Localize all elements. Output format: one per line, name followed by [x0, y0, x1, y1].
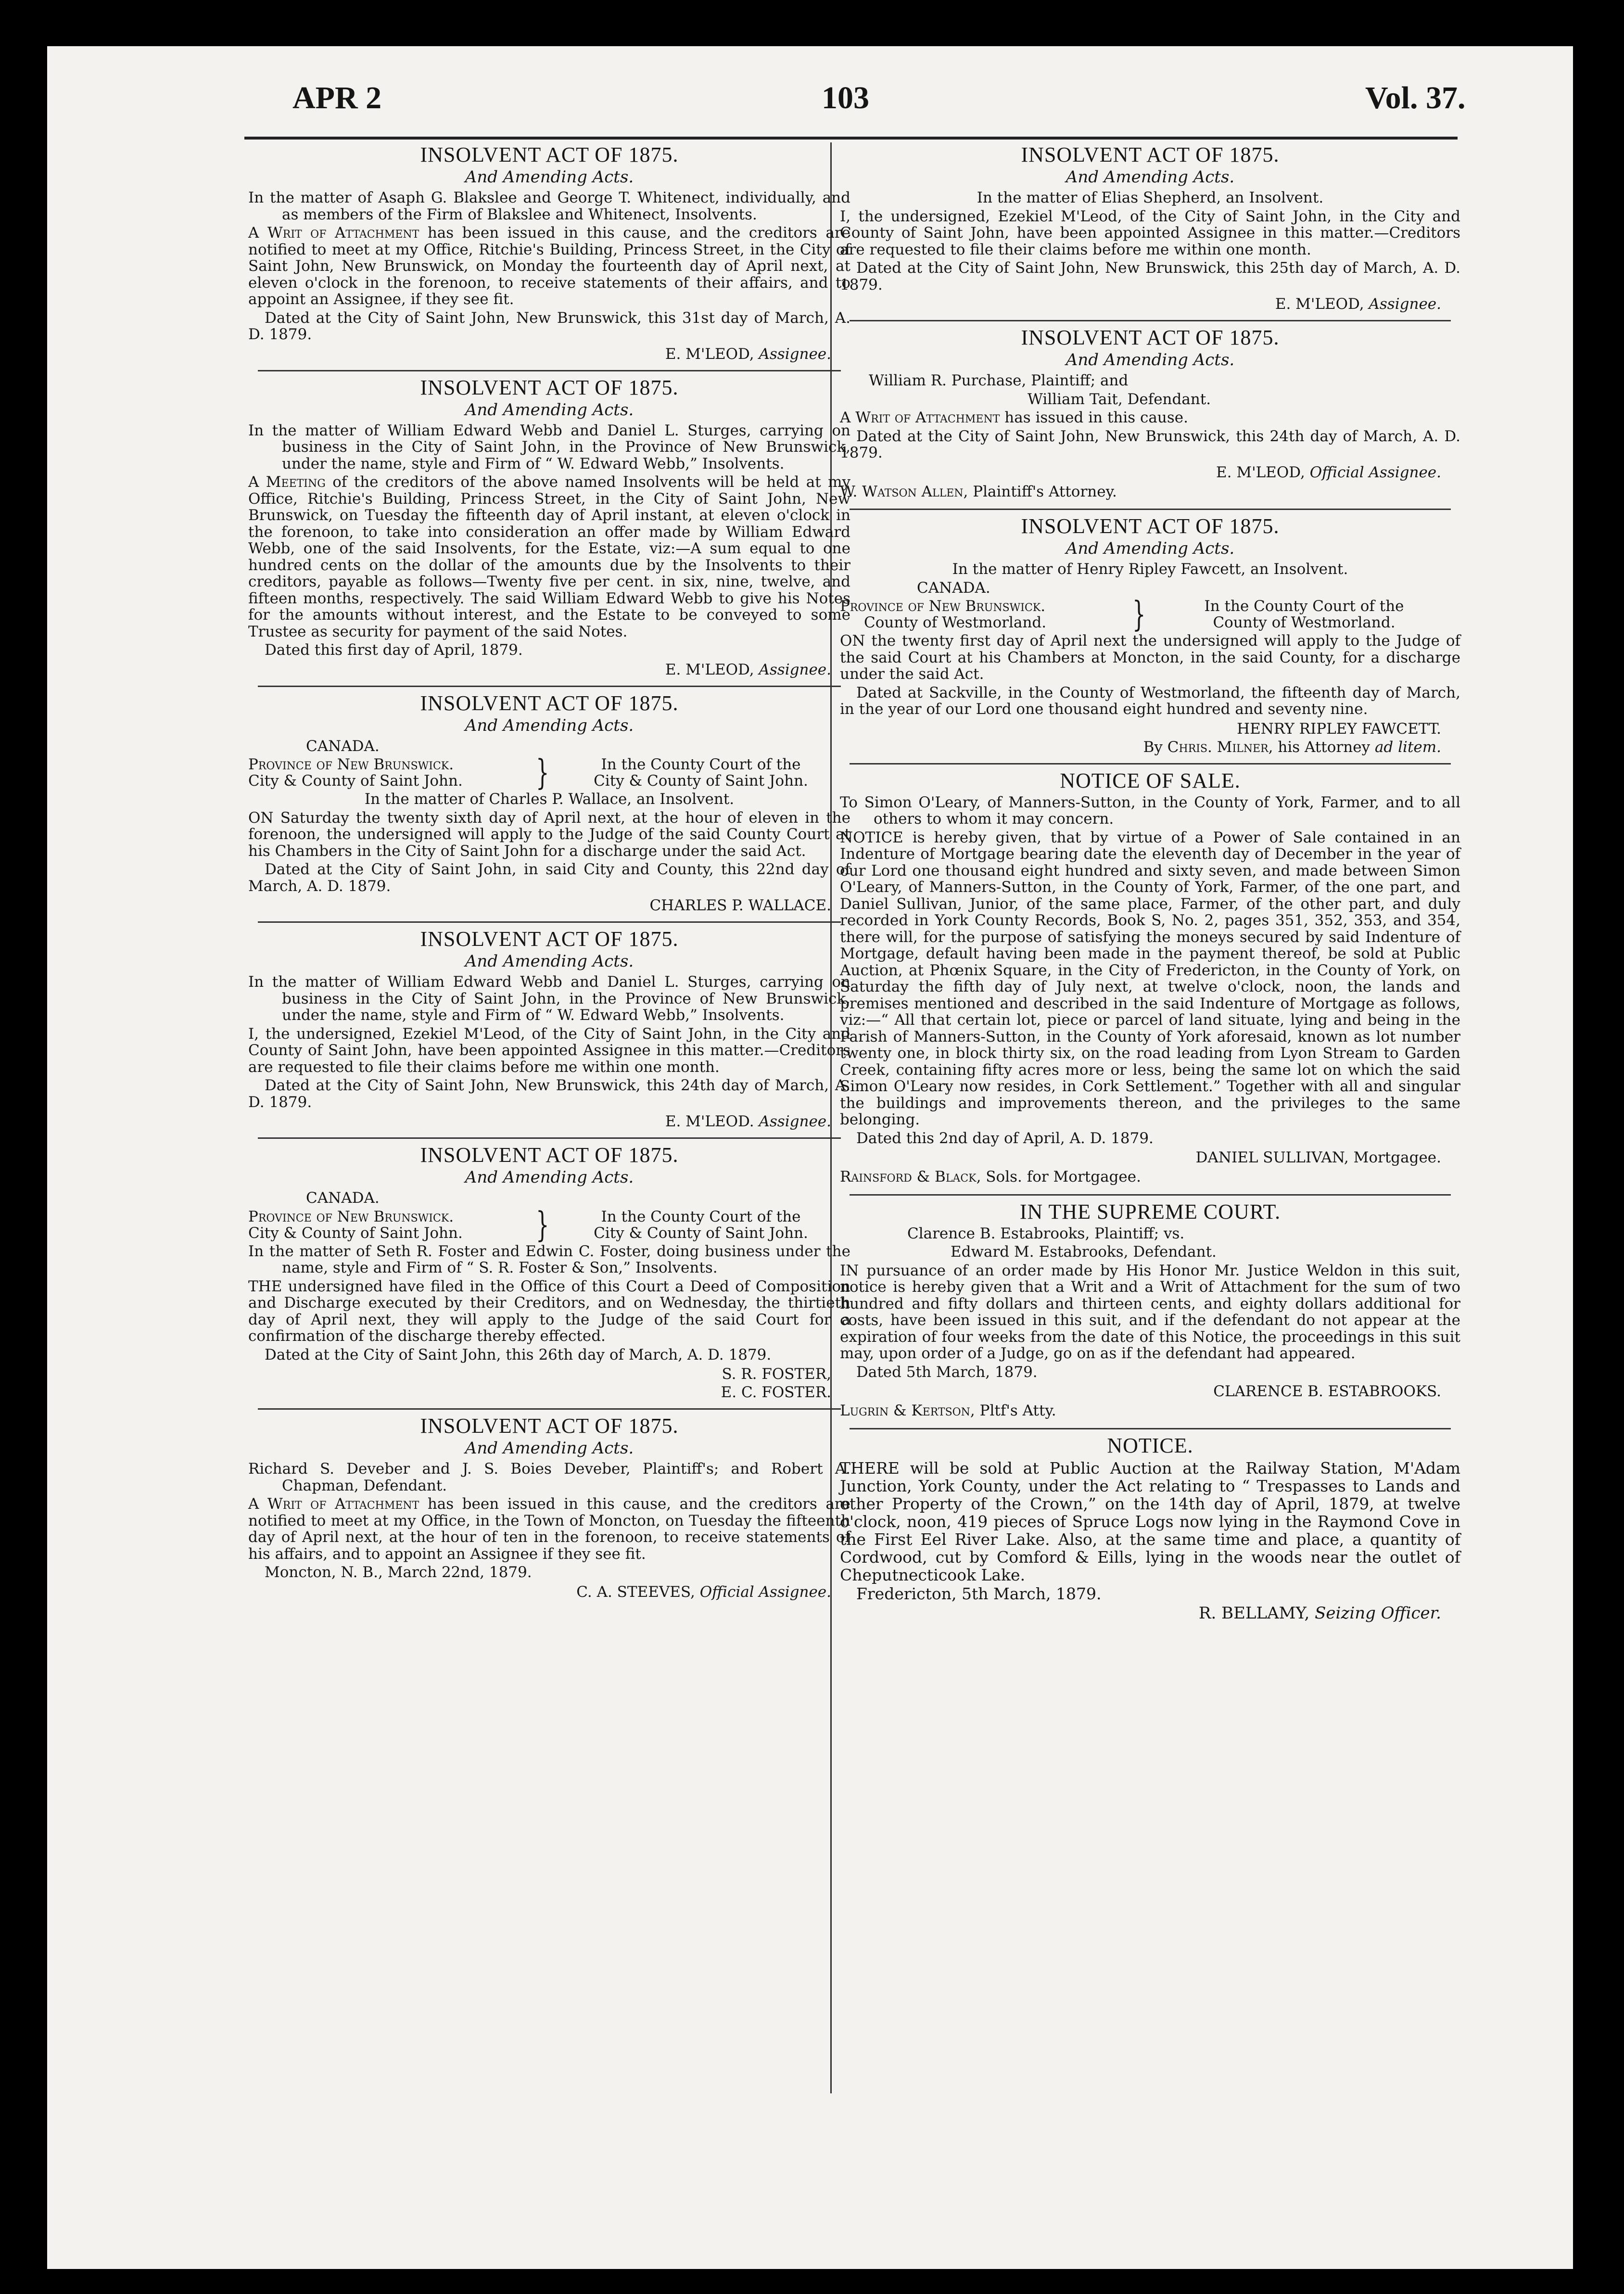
court-county: City & County of Saint John.: [594, 772, 808, 790]
notice-subtitle: And Amending Acts.: [1066, 350, 1235, 370]
header-rule: [244, 137, 1458, 140]
notice-attorney: [840, 484, 1460, 500]
signature-name: C. A. STEEVES,: [576, 1583, 695, 1601]
notice-separator: [258, 370, 841, 371]
notice-subtitle: And Amending Acts.: [465, 715, 634, 735]
court-canada: CANADA.: [306, 737, 380, 755]
notice-purchase-attachment: [840, 325, 1460, 506]
notice-body: IN pursuance of an order made by His Honor Mr. Justice Weldon in this suit, notice is hereby given that a Writ and a Writ of Attachment for the sum of two hundred and fifty dollars and thirteen cents, and eighty dollars additional for costs, have been issued in this suit, and if the defendant do not appear at the expiration of four weeks from the date of this Notice, the proceedings in this suit may, upon order of a Judge, go on as if the defendant had appeared.: [840, 1262, 1460, 1362]
province-label: Province of New Brunswick.: [248, 1208, 454, 1225]
notice-dated: Dated at the City of Saint John, New Brunswick, this 24th day of March, A. D. 1879.: [248, 1077, 850, 1111]
notice-signature: CHARLES P. WALLACE.: [649, 897, 831, 914]
notice-of-sale: [840, 768, 1460, 1191]
notice-dated: Dated at the City of Saint John, in said City and County, this 22nd day of March, A. D. 1879.: [248, 861, 850, 895]
signature-name: E. M'LEOD,: [665, 345, 754, 363]
solicitors-role: Sols. for Mortgagee.: [981, 1168, 1141, 1185]
notice-signature: [248, 345, 850, 363]
signature-name: E. M'LEOD.: [665, 1113, 754, 1130]
court-county: City & County of Saint John.: [594, 1224, 808, 1242]
notice-body: [840, 409, 1460, 426]
notice-separator: [258, 686, 841, 687]
notice-signature-2: E. C. FOSTER.: [721, 1384, 831, 1401]
notice-subtitle: And Amending Acts.: [465, 952, 634, 971]
province-label: Province of New Brunswick.: [840, 598, 1046, 615]
notice-parties: Richard S. Deveber and J. S. Boies Deveber, Plaintiff's; and Robert A. Chapman, Defendant.: [248, 1460, 850, 1494]
notice-subtitle: And Amending Acts.: [1066, 539, 1235, 558]
notice-signature: [840, 1604, 1460, 1622]
attorney-role: Plaintiff's Attorney.: [968, 483, 1117, 500]
notice-matter: In the matter of William Edward Webb and Daniel L. Sturges, carrying on business in the City of Saint John, in the Province of New Brunswick, under the name, style and Firm of “ W. Edward Webb,” Insolvents.: [248, 973, 850, 1024]
county-label: City & County of Saint John.: [248, 772, 463, 790]
notice-body: THERE will be sold at Public Auction at the Railway Station, M'Adam Junction, York County, under the Act relating to “ Trespasses to Lands and other Property of the Crown,” on the 14th day of April, 1879, at twelve o'clock, noon, 419 pieces of Spruce Logs now lying in the Raymond Cove in the First Eel River Lake. Also, at the same time and place, a quantity of Cordwood, cut by Comford & Eills, lying in the woods near the outlet of Cheputnecticook Lake.: [840, 1458, 1460, 1584]
notice-defendant: Edward M. Estabrooks, Defendant.: [951, 1243, 1217, 1261]
notice-signature-1: S. R. FOSTER,: [722, 1365, 831, 1383]
notice-lead: A Writ of Attachment: [248, 1495, 419, 1513]
notice-body-text: has been issued in this cause, and the creditors are notified to meet at my Office, in the Town of Moncton, on Tuesday the fifteenth day of April next, at the hour of ten in the forenoon, to receive statements of his affairs, and to appoint an Assignee if they see fit.: [248, 1495, 850, 1563]
notice-lead: A Writ of Attachment: [248, 224, 419, 242]
notice-matter: In the matter of Charles P. Wallace, an Insolvent.: [364, 790, 735, 808]
court-canada: CANADA.: [917, 579, 990, 597]
signature-name: E. M'LEOD,: [1216, 463, 1305, 481]
notice-separator: [850, 763, 1451, 765]
notice-matter: In the matter of William Edward Webb and Daniel L. Sturges, carrying on business in the City of Saint John, in the Province of New Brunswick, under the name, style and Firm of “ W. Edward Webb,” Insolvents.: [248, 421, 850, 472]
page-number: 103: [822, 80, 869, 115]
notice-subtitle: And Amending Acts.: [1066, 167, 1235, 187]
notice-dated: Dated at the City of Saint John, New Brunswick, this 24th day of March, A. D. 1879.: [840, 427, 1460, 461]
court-caption-right: [1148, 598, 1460, 631]
notice-separator: [258, 1408, 841, 1410]
notice-body-text: has issued in this cause.: [1000, 409, 1188, 426]
notice-signature: [248, 661, 850, 679]
notice-dated: Dated this first day of April, 1879.: [265, 641, 523, 659]
notice-dated: Dated at the City of Saint John, New Brunswick, this 31st day of March, A. D. 1879.: [248, 309, 850, 343]
notice-defendant: William Tait, Defendant.: [1028, 390, 1211, 408]
page-header: [47, 46, 1573, 147]
notice-separator: [258, 921, 841, 923]
notice-dated: Dated at Sackville, in the County of Westmorland, the fifteenth day of March, in the year of our Lord one thousand eight hundred and seventy nine.: [840, 684, 1460, 718]
notice-subtitle: And Amending Acts.: [465, 1439, 634, 1458]
county-label: County of Westmorland.: [864, 614, 1047, 631]
court-caption-right: [551, 1209, 850, 1241]
signature-role: Official Assignee.: [1309, 463, 1441, 481]
province-label: Province of New Brunswick.: [248, 756, 454, 773]
court-county: County of Westmorland.: [1213, 614, 1396, 631]
notice-body: NOTICE is hereby given, that by virtue of a Power of Sale contained in an Indenture of Mortgage bearing date the eleventh day of December in the year of our Lord one thousand eight hundred and sixty seven, and made between Simon O'Leary, of Manners-Sutton, in the County of York, Farmer, of the one part, and Daniel Sullivan, Junior, of the same place, Farmer, of the other part, and duly recorded in York County Records, Book S, No. 2, pages 351, 352, 353, and 354, there will, for the purpose of satisfying the moneys secured by said Indenture of Mortgage, default having been made in the payment thereof, be sold at Public Auction, at Phœnix Square, in the City of Fredericton, in the County of York, on Saturday the fifth day of July next, at twelve o'clock, noon, the lands and premises mentioned and described in the said Indenture of Mortgage as follows, viz:—“ All that certain lot, piece or parcel of land situate, lying and being in the Parish of Manners-Sutton, in the County of York aforesaid, known as lot number twenty one, in block thirty six, on the road leading from Lyon Stream to Garden Creek, containing fifty acres more or less, being the same lot on which the said Simon O'Leary now resides, in Cork Settlement.” Together with all and singular the buildings and improvements thereon, and the privileges to the same belonging.: [840, 828, 1460, 1128]
notice-signature: [248, 1112, 850, 1131]
brace-glyph: }: [536, 1204, 549, 1245]
notice-attorney: [840, 1402, 1460, 1419]
notice-title: INSOLVENT ACT OF 1875.: [420, 691, 679, 715]
notice-matter: In the matter of Henry Ripley Fawcett, an Insolvent.: [952, 561, 1348, 578]
notice-separator: [850, 320, 1451, 321]
notice-auction: [840, 1433, 1460, 1627]
notice-fawcett-discharge: [840, 514, 1460, 760]
attorney-name: Lugrin & Kertson,: [840, 1402, 975, 1419]
notice-lead: A Meeting: [248, 473, 326, 491]
notice-title: INSOLVENT ACT OF 1875.: [420, 1414, 679, 1438]
notice-subtitle: And Amending Acts.: [465, 1168, 634, 1187]
notice-signature: [840, 295, 1460, 313]
court-canada: CANADA.: [306, 1189, 380, 1207]
notice-foster-composition: [248, 1143, 850, 1405]
notice-matter: In the matter of Elias Shepherd, an Insolvent.: [977, 189, 1324, 206]
header-date-stamp: APR 2: [292, 80, 382, 115]
notice-title: INSOLVENT ACT OF 1875.: [420, 143, 679, 166]
notice-dated: Moncton, N. B., March 22nd, 1879.: [265, 1564, 532, 1581]
notice-dated: Dated 5th March, 1879.: [856, 1363, 1038, 1381]
notice-attorney-line: [840, 738, 1460, 756]
court-caption-left: [248, 1209, 532, 1241]
notice-separator: [850, 509, 1451, 510]
notice-separator: [850, 1194, 1451, 1196]
court-name: In the County Court of the: [601, 756, 801, 773]
signature-name: E. M'LEOD,: [665, 661, 754, 678]
court-caption-left: [248, 756, 532, 789]
notice-body: ON the twenty first day of April next the undersigned will apply to the Judge of the said Court at his Chambers at Moncton, in the said County, for a discharge under the said Act.: [840, 632, 1460, 683]
attorney-name: W. Watson Allen,: [840, 483, 968, 500]
notice-title: NOTICE OF SALE.: [1060, 768, 1241, 792]
notice-plaintiff: William R. Purchase, Plaintiff; and: [869, 372, 1129, 389]
notice-signature: [840, 463, 1460, 482]
notice-signature: CLARENCE B. ESTABROOKS.: [1213, 1383, 1441, 1400]
signature-role: Assignee.: [759, 345, 831, 363]
volume-number: Vol. 37.: [1365, 80, 1466, 115]
notice-deveber-attachment: [248, 1414, 850, 1605]
attorney-role: Pltf's Atty.: [975, 1402, 1056, 1419]
notice-body: I, the undersigned, Ezekiel M'Leod, of the City of Saint John, in the City and County of Saint John, have been appointed Assignee in this matter.—Creditors are requested to file their claims before me within one month.: [840, 207, 1460, 258]
signature-role: Assignee.: [759, 661, 831, 678]
notice-title: INSOLVENT ACT OF 1875.: [420, 927, 679, 951]
signature-role: Seizing Officer.: [1315, 1604, 1441, 1623]
by-prefix: By: [1143, 738, 1167, 756]
notice-matter: In the matter of Seth R. Foster and Edwin C. Foster, doing business under the name, style and Firm of “ S. R. Foster & Son,” Insolvents.: [248, 1242, 850, 1276]
court-caption: [248, 1204, 850, 1245]
notice-webb-assignee: [248, 927, 850, 1134]
court-caption-right: [551, 756, 850, 789]
county-label: City & County of Saint John.: [248, 1224, 463, 1242]
signature-role: Assignee.: [759, 1113, 831, 1130]
court-name: In the County Court of the: [1204, 598, 1404, 615]
notice-subtitle: And Amending Acts.: [465, 400, 634, 420]
notice-body: ON Saturday the twenty sixth day of April next, at the hour of eleven in the forenoon, the undersigned will apply to the Judge of the said County Court at his Chambers in the City of Saint John for a discharge under the said Act.: [248, 809, 850, 860]
notice-subtitle: And Amending Acts.: [465, 167, 634, 187]
notice-dated: Dated this 2nd day of April, A. D. 1879.: [856, 1129, 1154, 1147]
notice-signature: [248, 1583, 850, 1601]
court-caption: [840, 594, 1460, 634]
solicitors-name: Rainsford & Black,: [840, 1168, 981, 1185]
notice-title: INSOLVENT ACT OF 1875.: [1021, 514, 1280, 538]
attorney-role: his Attorney: [1273, 738, 1375, 756]
attorney-name: Chris. Milner,: [1167, 738, 1273, 756]
notice-blakslee-attachment: [248, 142, 850, 367]
notice-dated: Dated at the City of Saint John, New Brunswick, this 25th day of March, A. D. 1879.: [840, 259, 1460, 293]
signature-name: E. M'LEOD,: [1275, 295, 1364, 313]
notice-body: [248, 474, 850, 640]
notice-title: IN THE SUPREME COURT.: [1019, 1199, 1281, 1223]
notice-dated: Fredericton, 5th March, 1879.: [856, 1584, 1102, 1603]
brace-glyph: }: [1132, 594, 1146, 634]
notice-supreme-court: [840, 1199, 1460, 1425]
right-column: [840, 142, 1460, 1626]
notice-separator: [258, 1137, 841, 1139]
signature-name: R. BELLAMY,: [1198, 1604, 1310, 1623]
brace-glyph: }: [536, 752, 549, 792]
court-name: In the County Court of the: [601, 1208, 801, 1225]
notice-title: NOTICE.: [1107, 1433, 1193, 1457]
notice-body-text: of the creditors of the above named Insolvents will be held at my Office, Ritchie's Building, Princess Street, in the City of Saint John, New Brunswick, on Tuesday the fifteenth day of April instant, at eleven o'clock in the forenoon, to take into consideration an offer made by William Edward Webb, one of the said Insolvents, for the Estate, viz:—A sum equal to one hundred cents on the dollar of the amounts due by the Insolvents to their creditors, payable as follows—Twenty five per cent. in six, nine, twelve, and fifteen months, respectively. The said William Edward Webb to give his Notes for the amounts without interest, and the Estate to be conveyed to some Trustee as security for payment of the said Notes.: [248, 473, 850, 640]
notice-title: INSOLVENT ACT OF 1875.: [420, 1143, 679, 1167]
notice-body: [248, 225, 850, 308]
ad-litem: ad litem.: [1374, 738, 1441, 756]
notice-body: I, the undersigned, Ezekiel M'Leod, of the City of Saint John, in the City and County of Saint John, have been appointed Assignee in this matter.—Creditors are requested to file their claims before me within one month.: [248, 1025, 850, 1076]
signature-role: Assignee.: [1369, 295, 1441, 313]
notice-plaintiff: Clarence B. Estabrooks, Plaintiff; vs.: [907, 1224, 1185, 1242]
signature-role: Official Assignee.: [699, 1583, 831, 1601]
notice-dated: Dated at the City of Saint John, this 26th day of March, A. D. 1879.: [265, 1346, 772, 1364]
notice-body: THE undersigned have filed in the Office of this Court a Deed of Composition and Discharge executed by their Creditors, and on Wednesday, the thirtieth day of April next, they will apply to the Judge of the said Court for a confirmation of the discharge thereby effected.: [248, 1277, 850, 1345]
notice-matter: In the matter of Asaph G. Blakslee and George T. Whitenect, individually, and as members of the Firm of Blakslee and Whitenect, Insolvents.: [248, 189, 850, 223]
notice-addressee: To Simon O'Leary, of Manners-Sutton, in the County of York, Farmer, and to all others to whom it may concern.: [840, 793, 1460, 828]
notice-webb-meeting: [248, 375, 850, 683]
notice-title: INSOLVENT ACT OF 1875.: [1021, 143, 1280, 166]
court-caption-left: [840, 598, 1129, 631]
notice-separator: [850, 1428, 1451, 1429]
notice-body-text: has been issued in this cause, and the creditors are notified to meet at my Office, Ritchie's Building, Princess Street, in the City of Saint John, New Brunswick, on Monday the fourteenth day of April next, at eleven o'clock in the forenoon, to receive statements of their affairs, and to appoint an Assignee, if they see fit.: [248, 224, 850, 308]
notice-shepherd-assignee: [840, 142, 1460, 317]
notice-title: INSOLVENT ACT OF 1875.: [1021, 326, 1280, 349]
notice-lead: A Writ of Attachment: [840, 409, 1000, 426]
notice-signature: DANIEL SULLIVAN, Mortgagee.: [1195, 1149, 1441, 1166]
left-column: [248, 142, 850, 1605]
notice-body: [248, 1496, 850, 1562]
gazette-page: [47, 46, 1573, 2269]
notice-title: INSOLVENT ACT OF 1875.: [420, 375, 679, 399]
notice-signature: HENRY RIPLEY FAWCETT.: [1237, 720, 1441, 738]
court-caption: [248, 752, 850, 792]
notice-solicitors: [840, 1169, 1460, 1185]
notice-wallace-discharge: [248, 691, 850, 919]
